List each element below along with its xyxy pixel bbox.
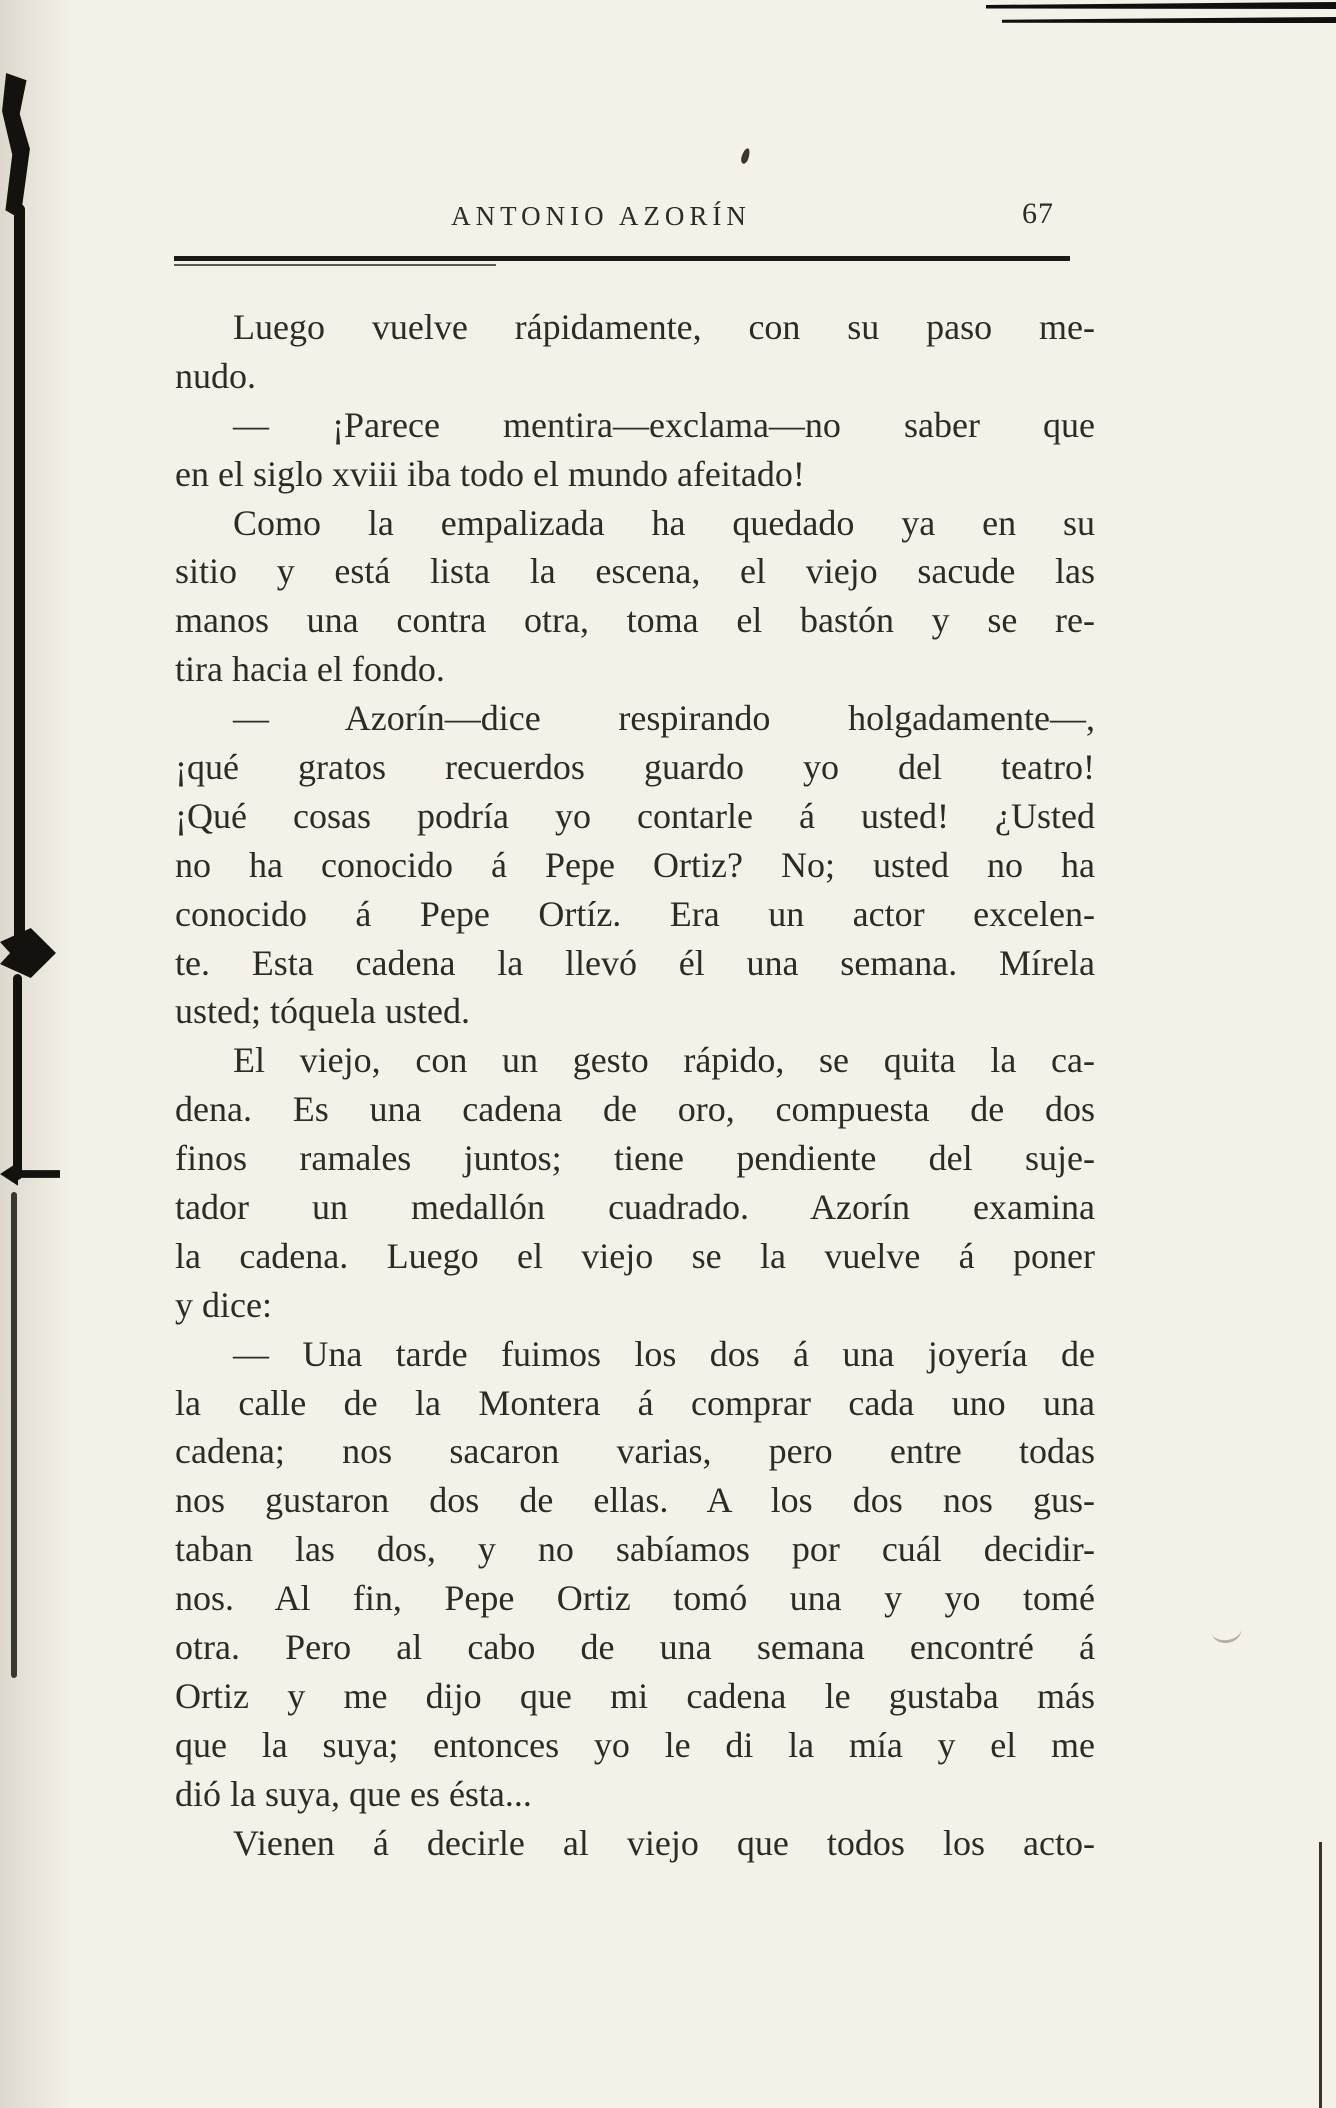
top-right-edge-rule-2 xyxy=(1002,17,1336,23)
binding-ink-line-3 xyxy=(11,1192,17,1678)
running-title: ANTONIO AZORÍN xyxy=(451,201,751,231)
text-line: Ortiz y me dijo que mi cadena le gustaba más xyxy=(175,1675,1095,1716)
page-number: 67 xyxy=(1022,197,1054,230)
text-line: Como la empalizada ha quedado ya en su xyxy=(233,502,1095,543)
top-right-edge-rule-1 xyxy=(986,2,1336,9)
right-edge-line xyxy=(1319,1842,1322,2108)
pencil-smudge xyxy=(1211,1626,1243,1645)
text-line: Luego vuelve rápidamente, con su paso me- xyxy=(233,307,1095,347)
text-line: en el siglo xviii iba todo el mundo afeitado! xyxy=(175,453,805,494)
text-line: cadena; nos sacaron varias, pero entre todas xyxy=(175,1431,1095,1472)
text-line: dena. Es una cadena de oro, compuesta de dos xyxy=(175,1089,1095,1130)
text-line: taban las dos, y no sabíamos por cuál decidir- xyxy=(175,1529,1095,1570)
binding-gutter-shadow xyxy=(0,0,72,2108)
header-rule xyxy=(174,256,1070,261)
binding-ink-line xyxy=(14,204,25,946)
text-line: sitio y está lista la escena, el viejo sacude las xyxy=(175,551,1095,592)
text-line: nos gustaron dos de ellas. A los dos nos gus- xyxy=(175,1480,1095,1521)
text-line: te. Esta cadena la llevó él una semana. Mírela xyxy=(175,942,1095,983)
text-line: tador un medallón cuadrado. Azorín examina xyxy=(175,1187,1095,1228)
ink-speck xyxy=(740,147,752,164)
text-line: nudo. xyxy=(175,355,256,396)
text-line: finos ramales juntos; tiene pendiente del suje- xyxy=(175,1138,1095,1179)
text-line: otra. Pero al cabo de una semana encontré á xyxy=(175,1627,1095,1668)
text-line: El viejo, con un gesto rápido, se quita la ca- xyxy=(233,1040,1095,1081)
text-line: nos. Al fin, Pepe Ortiz tomó una y yo tomé xyxy=(175,1578,1095,1619)
text-line: la cadena. Luego el viejo se la vuelve á poner xyxy=(175,1235,1095,1276)
text-line: manos una contra otra, toma el bastón y se re- xyxy=(175,600,1095,641)
text-line: — Una tarde fuimos los dos á una joyería de xyxy=(233,1333,1095,1374)
text-line: conocido á Pepe Ortíz. Era un actor excelen- xyxy=(175,893,1095,934)
text-line: dió la suya, que es ésta... xyxy=(175,1773,532,1814)
text-line: ¡Qué cosas podría yo contarle á usted! ¿Usted xyxy=(175,795,1095,836)
text-line: la calle de la Montera á comprar cada uno una xyxy=(175,1382,1095,1423)
text-line: Vienen á decirle al viejo que todos los acto- xyxy=(233,1822,1095,1863)
binding-ink-line-2 xyxy=(13,974,22,1180)
text-line: que la suya; entonces yo le di la mía y el me xyxy=(175,1724,1095,1765)
text-line: no ha conocido á Pepe Ortiz? No; usted no ha xyxy=(175,844,1095,885)
text-line: y dice: xyxy=(175,1284,272,1325)
text-line: ¡qué gratos recuerdos guardo yo del teatro! xyxy=(175,747,1095,788)
text-line: — ¡Parece mentira—exclama—no saber que xyxy=(233,404,1095,445)
text-line: — Azorín—dice respirando holgadamente—, xyxy=(233,698,1095,739)
text-line: usted; tóquela usted. xyxy=(175,991,470,1032)
text-line: tira hacia el fondo. xyxy=(175,649,445,690)
header-rule-thin xyxy=(174,264,496,266)
body-text xyxy=(175,303,1095,1868)
